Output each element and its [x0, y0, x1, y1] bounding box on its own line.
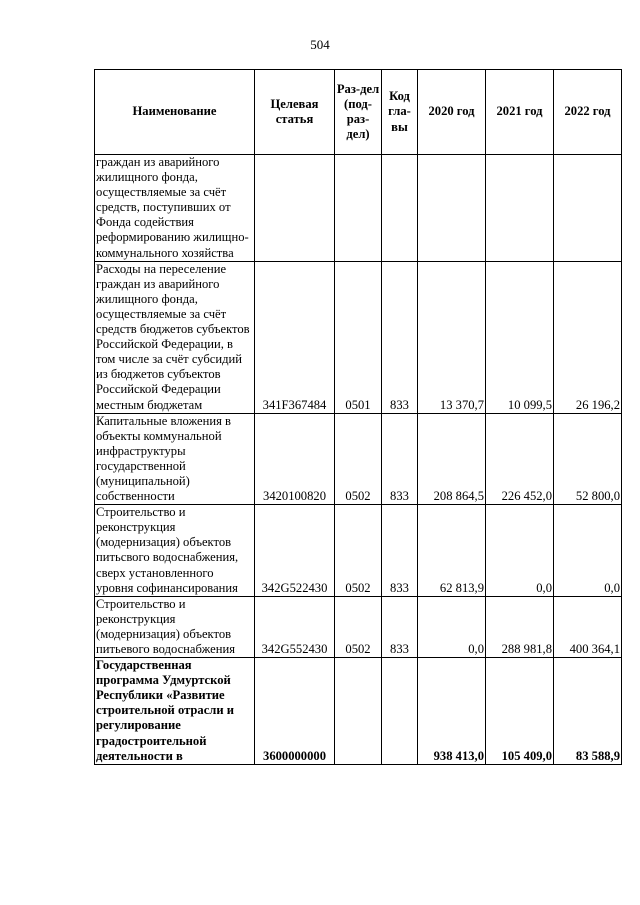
row-chapter-code: [382, 658, 418, 765]
row-2020: 938 413,0: [418, 658, 486, 765]
row-2020: [418, 155, 486, 262]
row-2020: 208 864,5: [418, 413, 486, 505]
header-2020: 2020 год: [418, 70, 486, 155]
row-chapter-code: 833: [382, 596, 418, 657]
row-2021: 105 409,0: [486, 658, 554, 765]
row-2022: 83 588,9: [554, 658, 622, 765]
row-name: Государственная программа Удмуртской Республики «Развитие строительной отрасли и регулирование градостроительной деятельности в: [95, 658, 255, 765]
row-chapter-code: 833: [382, 261, 418, 413]
table-row: [95, 596, 622, 657]
row-name: Капитальные вложения в объекты коммунальной инфраструктуры государственной (муниципальной) собственности: [95, 413, 255, 505]
table-row: [95, 505, 622, 597]
row-section: [335, 155, 382, 262]
row-2020: 62 813,9: [418, 505, 486, 597]
row-target-article: 341F367484: [255, 261, 335, 413]
row-2021: 288 981,8: [486, 596, 554, 657]
row-2022: 0,0: [554, 505, 622, 597]
row-target-article: 3420100820: [255, 413, 335, 505]
table-row: [95, 155, 622, 262]
row-2022: 400 364,1: [554, 596, 622, 657]
row-chapter-code: 833: [382, 413, 418, 505]
row-target-article: [255, 155, 335, 262]
table-row-program-total: [95, 658, 622, 765]
budget-table: [94, 69, 622, 765]
row-name: Строительство и реконструкция (модернизация) объектов питьсвого водоснабжения, сверх установленного уровня софинансирования: [95, 505, 255, 597]
row-target-article: 342G552430: [255, 596, 335, 657]
row-2021: 226 452,0: [486, 413, 554, 505]
row-target-article: 3600000000: [255, 658, 335, 765]
table-row: [95, 261, 622, 413]
row-chapter-code: 833: [382, 505, 418, 597]
row-2022: 26 196,2: [554, 261, 622, 413]
row-section: 0502: [335, 596, 382, 657]
row-2021: [486, 155, 554, 262]
row-2020: 0,0: [418, 596, 486, 657]
row-2020: 13 370,7: [418, 261, 486, 413]
table-header-row: [95, 70, 622, 155]
row-name: Строительство и реконструкция (модернизация) объектов питьевого водоснабжения: [95, 596, 255, 657]
row-2021: 10 099,5: [486, 261, 554, 413]
header-2022: 2022 год: [554, 70, 622, 155]
row-section: 0501: [335, 261, 382, 413]
row-2022: [554, 155, 622, 262]
row-target-article: 342G522430: [255, 505, 335, 597]
row-section: [335, 658, 382, 765]
header-section: Раз-дел (под-раз-дел): [335, 70, 382, 155]
table-row: [95, 413, 622, 505]
row-name: Расходы на переселение граждан из аварийного жилищного фонда, осуществляемые за счёт средств бюджетов субъектов Российской Федерации, в том числе за счёт субсидий из бюджетов субъектов Российской Федерации местным бюджетам: [95, 261, 255, 413]
header-chapter-code: Код гла-вы: [382, 70, 418, 155]
row-2022: 52 800,0: [554, 413, 622, 505]
header-name: Наименование: [95, 70, 255, 155]
page-number: 504: [310, 37, 330, 52]
row-section: 0502: [335, 505, 382, 597]
row-chapter-code: [382, 155, 418, 262]
header-target-article: Целевая статья: [255, 70, 335, 155]
row-section: 0502: [335, 413, 382, 505]
row-name: граждан из аварийного жилищного фонда, осуществляемые за счёт средств, поступивших от Фонда содействия реформированию жилищно-коммунального хозяйства: [95, 155, 255, 262]
header-2021: 2021 год: [486, 70, 554, 155]
row-2021: 0,0: [486, 505, 554, 597]
